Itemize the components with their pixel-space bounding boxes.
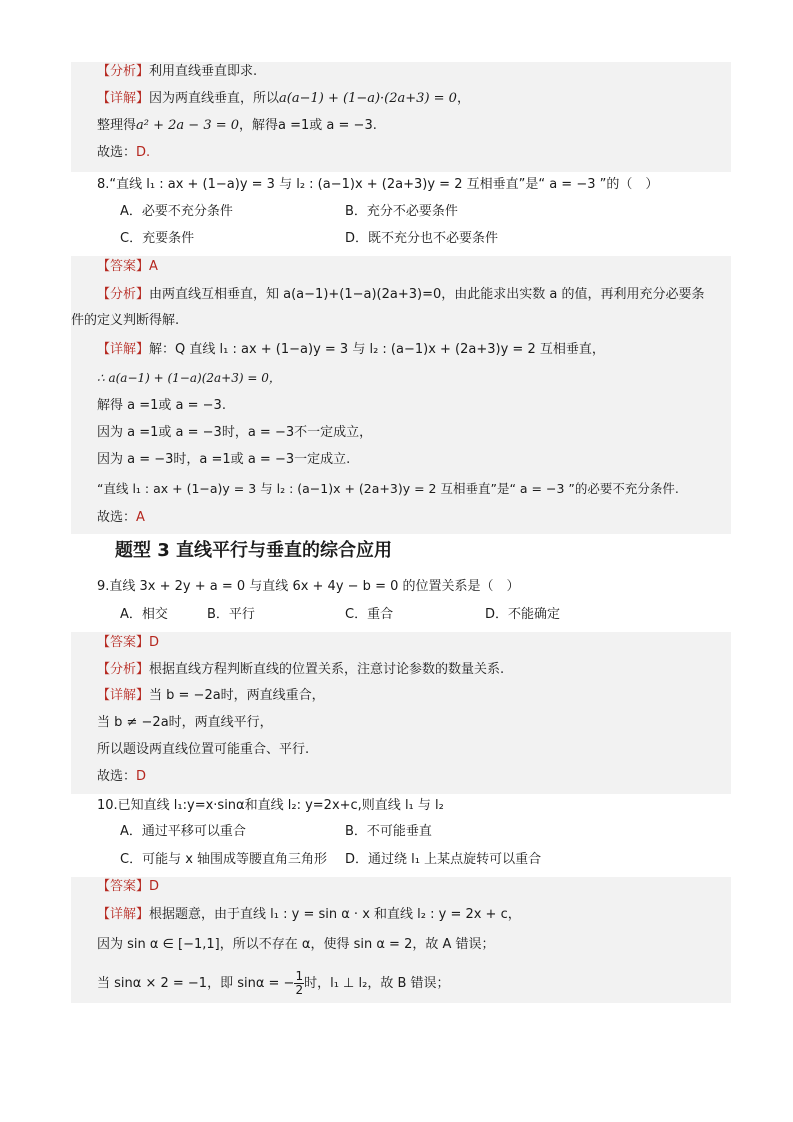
q9-answer-line xyxy=(97,633,159,653)
q9-choose-value: D xyxy=(136,769,147,784)
analysis-text: 利用直线垂直即求. xyxy=(149,64,258,79)
simplify-result: a =1或 a = −3. xyxy=(278,118,377,133)
q10-option-b: B．不可能垂直 xyxy=(345,824,432,839)
choose-label: 故选： xyxy=(97,510,137,525)
q8-detail-line xyxy=(97,340,605,360)
question-8-stem: 8.“直线 l₁ : ax + (1−a)y = 3 与 l₂ : (a−1)x + (2a+3)y = 2 互相垂直”是“ a = −3 ”的（ ） xyxy=(97,177,659,192)
q8-choose-line xyxy=(97,508,145,528)
q10-option-c: C．可能与 x 轴围成等腰直角三角形 xyxy=(120,852,328,867)
q8-option-c: C．充要条件 xyxy=(120,231,195,246)
q9-analysis-text: 根据直线方程判断直线的位置关系，注意讨论参数的数量关系. xyxy=(149,662,505,677)
q9-option-b: B．平行 xyxy=(207,607,255,622)
choose-label: 故选： xyxy=(97,145,137,160)
q10-option-a: A．通过平移可以重合 xyxy=(120,824,246,839)
q9-case-line: 当 b ≠ −2a时，两直线平行， xyxy=(97,715,273,730)
q10-perp-suffix: 时，l₁ ⊥ l₂，故 B 错误； xyxy=(304,976,450,991)
detail-math: a(a−1) + (1−a)·(2a+3) = 0 xyxy=(279,91,457,106)
q9-option-d: D．不能确定 xyxy=(485,607,561,622)
choose-value: D. xyxy=(136,145,151,160)
question-9-stem: 9.直线 3x + 2y + a = 0 与直线 6x + 4y − b = 0 的位置关系是（ ） xyxy=(97,579,520,594)
q8-option-a: A．必要不充分条件 xyxy=(120,204,233,219)
q9-detail-line xyxy=(97,686,325,706)
q8-analysis-text: 由两直线互相垂直，知 a(a−1)+(1−a)(2a+3)=0，由此能求出实数 a 的值，再利用充分必要条 xyxy=(149,287,705,302)
detail-tag: 【详解】 xyxy=(97,342,150,357)
analysis-tag: 【分析】 xyxy=(97,287,150,302)
analysis-line xyxy=(97,62,257,82)
detail-tag: 【详解】 xyxy=(97,91,150,106)
question-10-stem: 10.已知直线 l₁:y=x·sinα和直线 l₂: y=2x+c,则直线 l₁ 与 l₂ xyxy=(97,798,444,813)
q10-answer: D xyxy=(149,879,160,894)
q10-answer-line xyxy=(97,877,159,897)
q9-answer: D xyxy=(149,635,160,650)
answer-tag: 【答案】 xyxy=(97,879,150,894)
detail-line xyxy=(97,89,470,109)
q8-option-d: D．既不充分也不必要条件 xyxy=(345,231,499,246)
q10-option-d: D．通过绕 l₁ 上某点旋转可以重合 xyxy=(345,852,542,867)
detail-prefix: 因为两直线垂直，所以 xyxy=(149,91,280,106)
q8-reason-line-2: 因为 a = −3时，a =1或 a = −3一定成立. xyxy=(97,452,351,467)
q9-option-a: A．相交 xyxy=(120,607,168,622)
detail-tag: 【详解】 xyxy=(97,907,150,922)
choose-line xyxy=(97,143,150,163)
q8-choose-value: A xyxy=(136,510,145,525)
q8-reason-line-1: 因为 a =1或 a = −3时，a = −3不一定成立， xyxy=(97,425,373,440)
simplify-line xyxy=(97,116,377,136)
analysis-tag: 【分析】 xyxy=(97,662,150,677)
q9-analysis-line xyxy=(97,660,504,680)
q8-analysis-line-2: 件的定义判断得解. xyxy=(71,313,180,328)
simplify-math: a² + 2a − 3 = 0 xyxy=(136,118,240,133)
q10-detail-text: 根据题意，由于直线 l₁ : y = sin α · x 和直线 l₂ : y = 2x + c， xyxy=(149,907,521,922)
q10-range-line: 因为 sin α ∈ [−1,1]，所以不存在 α，使得 sin α = 2，故 A 错误； xyxy=(97,937,495,952)
simplify-mid: ，解得 xyxy=(239,118,279,133)
detail-suffix: ， xyxy=(456,91,470,106)
q8-analysis-line xyxy=(97,285,705,305)
fraction-denominator: 2 xyxy=(295,983,304,997)
answer-tag: 【答案】 xyxy=(97,259,150,274)
fraction-numerator: 1 xyxy=(295,969,304,983)
q8-answer-line xyxy=(97,257,158,277)
q8-equation-line: ∴ a(a−1) + (1−a)(2a+3) = 0， xyxy=(97,371,281,385)
q9-detail-text: 当 b = −2a时，两直线重合， xyxy=(149,688,325,703)
q10-perp-line xyxy=(97,970,450,997)
section-title: 题型 3 直线平行与垂直的综合应用 xyxy=(115,540,393,561)
detail-tag: 【详解】 xyxy=(97,688,150,703)
q8-answer: A xyxy=(149,259,158,274)
q8-solve-line: 解得 a =1或 a = −3. xyxy=(97,398,226,413)
q8-option-b: B．充分不必要条件 xyxy=(345,204,458,219)
simplify-prefix: 整理得 xyxy=(97,118,137,133)
fraction xyxy=(294,970,304,997)
q8-conclusion-line: “直线 l₁ : ax + (1−a)y = 3 与 l₂ : (a−1)x + (2a+3)y = 2 互相垂直”是“ a = −3 ”的必要不充分条件. xyxy=(97,481,679,496)
choose-label: 故选： xyxy=(97,769,137,784)
analysis-tag: 【分析】 xyxy=(97,64,150,79)
answer-tag: 【答案】 xyxy=(97,635,150,650)
q10-perp-prefix: 当 sinα × 2 = −1，即 sinα = − xyxy=(97,976,295,991)
q9-choose-line xyxy=(97,767,146,787)
q10-detail-line xyxy=(97,905,521,925)
q9-conclusion-line: 所以题设两直线位置可能重合、平行. xyxy=(97,742,310,757)
q8-detail-text: 解：Q 直线 l₁ : ax + (1−a)y = 3 与 l₂ : (a−1)x + (2a+3)y = 2 互相垂直， xyxy=(149,342,605,357)
q9-option-c: C．重合 xyxy=(345,607,394,622)
